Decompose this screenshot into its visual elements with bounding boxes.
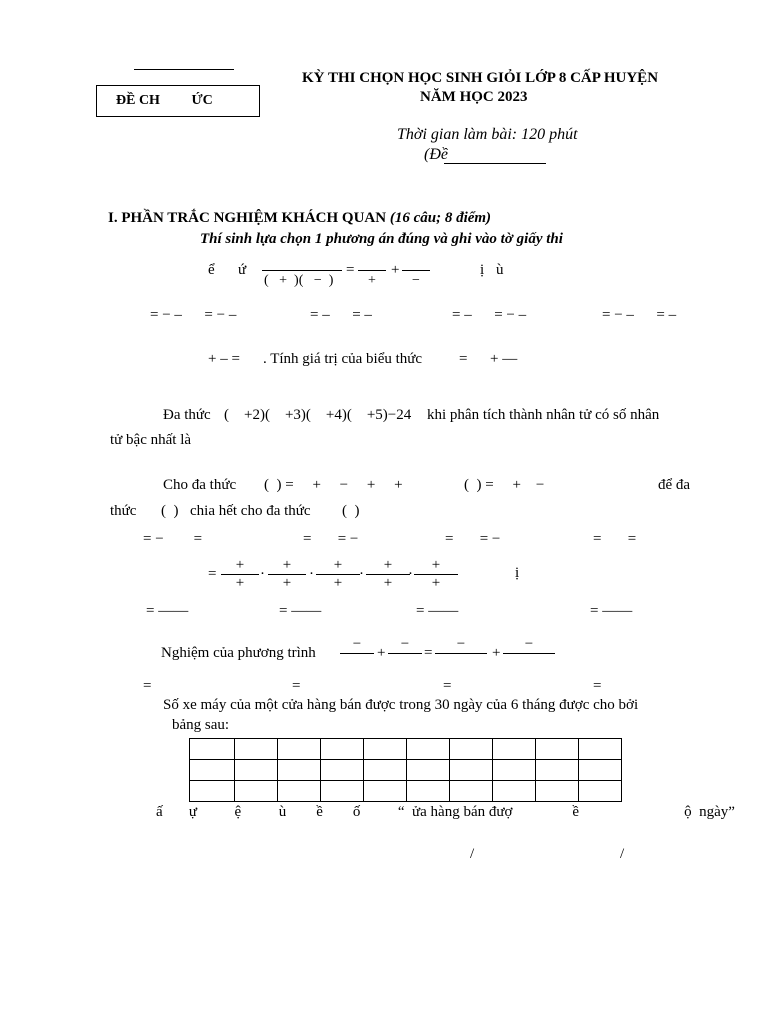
q5-fraction-1 [221,557,259,592]
q5-fraction-1-den: + [235,575,245,591]
q5-fraction-1-num: + [221,557,259,575]
section-heading-meta: (16 câu; 8 điểm) [389,210,492,226]
exam-note-underline [444,163,546,164]
q6-plus-2: + [492,645,501,661]
q6-fraction-2-den [399,654,411,671]
q5-dot-3: · [359,566,364,582]
table-cell [579,760,622,781]
q4-line2-f: ( ) [161,503,179,519]
q4-line2-a: thức [110,503,137,519]
q1-fraction-2-den: + [368,273,376,288]
q5-fraction-3-num: + [316,557,360,575]
q1-fraction-3-den: − [412,273,420,288]
q7-line2: bảng sau: [172,717,230,733]
q7-line1: Số xe máy của một cửa hàng bán được trong 30 ngày của 6 tháng được cho bởi [163,697,639,713]
table-cell [364,781,407,802]
table-cell [235,781,278,802]
q6-fraction-4 [503,636,555,671]
table-cell [235,739,278,760]
q3-expression: ( +2)( +3)( +4)( +5)−24 [224,407,412,423]
q1-fraction-bar-3 [402,270,430,271]
table-cell [450,781,493,802]
table-cell [493,739,536,760]
q4-line2-g: ( ) [342,503,360,519]
q6-fraction-4-num: − [503,636,555,654]
q7-slash-2: / [620,846,625,862]
table-cell [278,760,321,781]
q3-line1-b: khi phân tích thành nhân tử có số nhân [427,407,660,423]
table-cell [235,760,278,781]
q1-suffix-a: ị [480,262,485,278]
q1-option-d: = − – = – [602,307,677,323]
header-underline-left [134,69,234,70]
q5-option-a: = —— [146,603,189,619]
table-cell [278,739,321,760]
q1-equals: = [346,262,355,278]
table-cell [407,760,450,781]
table-cell [536,760,579,781]
q1-option-a: = − – = − – [150,307,237,323]
section-instruction: Thí sinh lựa chọn 1 phương án đúng và ghi vào tờ giấy thi [200,231,563,247]
q4-poly-f: ( ) = + − + + [264,477,403,493]
exam-note: (Đề [424,146,448,163]
table-cell [536,781,579,802]
q5-suffix: ị [515,565,520,581]
q6-plus-1: + [377,645,386,661]
q7-caption: ấ ự ệ ù ề ố “ ửa hàng bán đượ ề ộ ngày” [156,804,735,820]
q2-tail-plus: + — [490,351,518,367]
q2-text: . Tính giá trị của biểu thức [263,351,423,367]
table-cell [321,739,364,760]
q4-option-c: = = − [445,531,501,547]
exam-year: NĂM HỌC 2023 [420,89,528,105]
q7-slash-1: / [470,846,475,862]
q5-fraction-4 [366,557,410,592]
q6-fraction-2 [388,636,422,671]
table-cell [450,760,493,781]
q6-text: Nghiệm của phương trình [161,645,316,661]
q5-fraction-5-num: + [414,557,458,575]
q6-fraction-1-den [351,654,363,671]
table-cell [364,739,407,760]
q5-dot-1: · [260,566,265,582]
q6-fraction-3-den [455,654,467,671]
q4-poly-g: ( ) = + − [464,477,545,493]
q5-fraction-3 [316,557,360,592]
q5-fraction-2-den: + [282,575,292,591]
table-cell [321,760,364,781]
q5-fraction-5-den: + [431,575,441,591]
q5-fraction-4-den: + [383,575,393,591]
table-cell [190,760,235,781]
q7-data-table [189,738,622,802]
exam-code-label: ĐỀ CH ỨC [116,93,213,108]
q5-option-b: = —— [279,603,322,619]
q5-option-c: = —— [416,603,459,619]
q6-option-a: = [143,678,152,694]
q4-option-d: = = [593,531,637,547]
q6-option-c: = [443,678,452,694]
q2-lead: + – = [208,351,240,367]
exam-title: KỲ THI CHỌN HỌC SINH GIỎI LỚP 8 CẤP HUYỆN [302,70,659,86]
q1-fraction-bar-main [262,270,342,271]
section-heading [108,210,491,227]
q4-option-a: = − = [143,531,203,547]
table-cell [493,781,536,802]
q6-fraction-3 [435,636,487,671]
q6-fraction-1 [340,636,374,671]
table-row [190,760,622,781]
q6-fraction-4-den [523,654,535,671]
table-cell [407,781,450,802]
table-cell [579,781,622,802]
table-cell [278,781,321,802]
q1-option-b: = – = – [310,307,372,323]
q3-line2: tử bậc nhất là [110,432,192,448]
table-cell [407,739,450,760]
table-cell [579,739,622,760]
table-row [190,739,622,760]
q6-fraction-2-num: − [388,636,422,654]
q4-line2-b: chia hết cho đa thức [190,503,311,519]
table-cell [364,760,407,781]
q5-dot-2: · [309,566,314,582]
q6-option-d: = [593,678,602,694]
q5-lead: = [208,566,217,582]
q5-fraction-2-num: + [268,557,306,575]
q2-tail-equals: = [459,351,468,367]
q6-equals: = [424,645,433,661]
q5-option-d: = —— [590,603,633,619]
table-cell [190,781,235,802]
q4-line1-a: Cho đa thức [163,477,237,493]
q1-prefix-a: ể [208,262,215,278]
q6-fraction-3-num: − [435,636,487,654]
q6-fraction-1-num: − [340,636,374,654]
exam-time: Thời gian làm bài: 120 phút [397,126,578,143]
table-cell [493,760,536,781]
section-heading-title: I. PHẦN TRẮC NGHIỆM KHÁCH QUAN [108,210,387,226]
q6-option-b: = [292,678,301,694]
q1-fraction-main-den: ( + )( − ) [264,273,334,288]
table-cell [450,739,493,760]
q5-dot-4: · [408,566,413,582]
q1-option-c: = – = − – [452,307,527,323]
table-cell [321,781,364,802]
q5-fraction-2 [268,557,306,592]
q5-fraction-5 [414,557,458,592]
q1-suffix-b: ù [496,262,504,278]
q4-option-b: = = − [303,531,359,547]
q4-line1-b: để đa [658,477,691,493]
table-cell [536,739,579,760]
q5-fraction-4-num: + [366,557,410,575]
table-row [190,781,622,802]
q1-plus: + [391,262,400,278]
table-cell [190,739,235,760]
q5-fraction-3-den: + [333,575,343,591]
q1-fraction-bar-2 [358,270,386,271]
exam-code-box [96,85,260,117]
q3-line1-a: Đa thức [163,407,211,423]
q1-prefix-b: ứ [238,262,247,278]
